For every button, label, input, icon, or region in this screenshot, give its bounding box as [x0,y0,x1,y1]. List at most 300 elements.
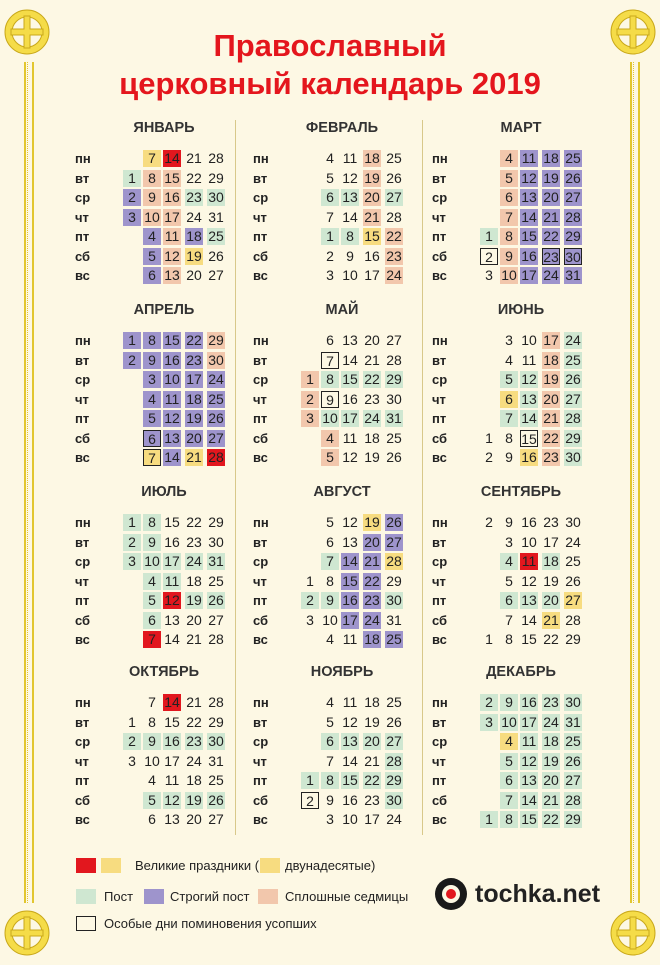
day-cell: 13 [342,332,358,348]
day-cell: 13 [164,611,180,628]
day-cell: 24 [186,208,202,225]
week-row [253,370,443,389]
day-cell: 31 [208,553,224,569]
day-cell: 24 [543,713,559,730]
day-cell: 19 [186,791,202,808]
day-cell: 13 [342,189,358,205]
day-cell: 5 [326,713,334,730]
day-cell: 12 [521,169,537,186]
day-cell: 15 [364,228,380,244]
weekday-label: ср [75,190,91,205]
weekday-label: сб [432,792,448,808]
weekday-label: пт [75,229,90,244]
week-row [75,351,265,370]
day-cell: 17 [342,611,358,628]
day-cell: 5 [326,169,334,186]
week-row [253,630,443,649]
month-name: ФЕВРАЛЬ [305,120,379,136]
weekday-label: вс [253,812,268,827]
week-row [432,771,622,790]
day-cell: 13 [164,267,180,283]
cross-ornament-icon [607,907,659,959]
week-row [432,810,622,829]
day-cell: 2 [123,733,141,750]
day-cell: 21 [364,351,380,368]
weekday-label: пн [253,151,269,166]
week-row [253,208,443,227]
weekday-label: пн [432,515,448,530]
week-row [253,732,443,751]
week-row [253,149,443,168]
week-row [75,513,265,532]
day-cell: 3 [301,410,319,427]
month-block [432,120,622,290]
day-cell: 9 [143,733,161,750]
weekday-label: ср [253,372,269,387]
day-cell: 28 [565,791,581,808]
day-cell: 28 [208,449,224,465]
day-cell: 1 [321,228,339,245]
day-cell: 9 [143,352,161,369]
month-block [253,302,443,472]
day-cell: 2 [326,247,334,264]
day-cell: 18 [364,694,380,710]
weekday-label: пт [75,593,90,608]
weekday-label: вс [75,812,90,827]
day-cell: 15 [521,631,537,647]
day-cell: 7 [143,150,161,167]
day-cell: 26 [565,752,581,769]
weekday-label: ср [75,372,91,387]
day-cell: 4 [143,391,161,408]
weekday-label: ср [253,554,269,569]
day-cell: 30 [386,592,402,608]
month-block [253,120,443,290]
day-cell: 2 [301,792,319,809]
day-cell: 1 [306,572,314,589]
day-cell: 9 [505,449,513,465]
month-block [75,664,265,834]
day-cell: 24 [386,811,402,827]
day-cell: 11 [342,631,358,647]
weekday-label: вт [253,170,268,186]
day-cell: 23 [386,247,402,264]
day-cell: 22 [364,572,380,589]
weekday-label: пт [432,773,447,788]
day-cell: 2 [485,449,493,465]
page-title: Православный [213,28,447,63]
day-cell: 12 [521,371,537,387]
day-cell: 30 [565,514,581,530]
day-cell: 24 [186,553,202,569]
day-cell: 8 [341,228,359,245]
legend-twelve-label: двунадесятые) [285,858,376,873]
week-row [432,513,622,532]
day-cell: 9 [505,514,513,530]
weekday-label: вт [253,714,268,730]
day-cell: 21 [543,791,559,808]
day-cell: 27 [386,733,402,749]
weekday-label: чт [75,209,89,225]
day-cell: 20 [186,811,202,827]
day-cell: 8 [143,170,161,187]
day-cell: 25 [565,553,581,569]
day-cell: 11 [164,228,180,244]
day-cell: 20 [364,733,380,749]
day-cell: 16 [164,189,180,205]
day-cell: 1 [485,429,493,446]
day-cell: 21 [543,611,559,628]
day-cell: 19 [364,514,380,530]
day-cell: 14 [342,752,358,769]
day-cell: 11 [342,429,358,446]
day-cell: 6 [148,811,156,827]
day-cell: 27 [386,332,402,348]
month-name: МАЙ [325,302,359,318]
day-cell: 1 [301,371,319,388]
day-cell: 2 [123,534,141,551]
day-cell: 19 [364,449,380,465]
weekday-label: пн [253,333,269,348]
week-row [253,713,443,732]
day-cell: 18 [186,390,202,407]
day-cell: 25 [208,772,224,788]
day-cell: 23 [364,390,380,407]
day-cell: 26 [386,514,402,530]
day-cell: 27 [386,189,402,205]
weekday-label: ср [75,734,91,749]
weekday-label: пн [75,515,91,530]
day-cell: 28 [386,752,402,769]
day-cell: 2 [123,352,141,369]
day-cell: 1 [480,228,498,245]
day-cell: 27 [565,390,581,407]
day-cell: 17 [164,553,180,569]
month-name: МАРТ [500,120,542,136]
day-cell: 5 [505,572,513,589]
day-cell: 4 [143,228,161,245]
day-cell: 22 [543,228,559,244]
day-cell: 12 [521,572,537,589]
day-cell: 25 [386,631,402,647]
day-cell: 14 [164,150,180,166]
day-cell: 19 [543,572,559,589]
week-row [432,149,622,168]
day-cell: 24 [208,371,224,387]
month-name: СЕНТЯБРЬ [480,484,562,500]
day-cell: 15 [521,430,537,447]
day-cell: 28 [208,631,224,647]
day-cell: 21 [186,694,202,710]
week-row [75,533,265,552]
day-cell: 6 [326,332,334,348]
day-cell: 14 [521,611,537,628]
weekday-label: чт [432,209,446,225]
day-cell: 30 [208,351,224,368]
week-row [432,611,622,630]
weekday-label: вт [432,534,447,550]
day-cell: 7 [321,553,339,570]
day-cell: 7 [321,352,339,369]
weekday-label: пт [253,593,268,608]
day-cell: 6 [143,430,161,447]
week-row [75,208,265,227]
weekday-label: пт [432,593,447,608]
day-cell: 18 [364,429,380,446]
day-cell: 20 [186,267,202,283]
weekday-label: вт [75,714,90,730]
weekday-label: вт [432,352,447,368]
legend-memorial-swatch [76,916,96,931]
day-cell: 20 [543,592,559,608]
day-cell: 2 [480,694,498,711]
day-cell: 25 [386,150,402,166]
day-cell: 16 [164,351,180,368]
day-cell: 16 [164,533,180,550]
day-cell: 17 [543,332,559,348]
legend-strict-label: Строгий пост [170,889,250,904]
weekday-label: чт [432,573,446,589]
week-row [432,409,622,428]
month-name: ЯНВАРЬ [133,120,195,136]
day-cell: 23 [543,514,559,530]
day-cell: 30 [208,533,224,550]
day-cell: 15 [164,713,180,730]
day-cell: 8 [148,713,156,730]
day-cell: 8 [505,429,513,446]
week-row [75,572,265,591]
week-row [75,713,265,732]
weekday-label: вс [253,450,268,465]
day-cell: 24 [386,267,402,283]
day-cell: 11 [521,351,537,368]
day-cell: 7 [143,631,161,648]
day-cell: 24 [186,752,202,769]
day-cell: 6 [500,391,518,408]
week-row [432,351,622,370]
legend-fast-label: Пост [104,889,134,904]
weekday-label: чт [75,753,89,769]
day-cell: 16 [521,449,537,465]
week-row [75,630,265,649]
day-cell: 13 [164,429,180,446]
day-cell: 25 [386,694,402,710]
week-row [432,791,622,810]
day-cell: 2 [301,391,319,408]
day-cell: 12 [342,449,358,465]
tochka-logo[interactable] [435,878,640,912]
weekday-label: вс [253,632,268,647]
day-cell: 20 [364,189,380,205]
left-ornamental-border [14,0,40,965]
day-cell: 23 [186,351,202,368]
day-cell: 11 [521,150,537,166]
day-cell: 3 [326,811,334,827]
day-cell: 17 [342,410,358,426]
day-cell: 23 [186,189,202,205]
day-cell: 9 [143,534,161,551]
weekday-label: пт [253,229,268,244]
day-cell: 10 [322,410,338,426]
day-cell: 12 [164,410,180,426]
day-cell: 30 [386,390,402,407]
day-cell: 7 [500,792,518,809]
day-cell: 17 [364,811,380,827]
weekday-label: вт [253,352,268,368]
day-cell: 24 [565,533,581,550]
weekday-label: вс [432,632,447,647]
day-cell: 27 [565,189,581,205]
day-cell: 8 [505,631,513,647]
day-cell: 9 [321,391,339,408]
weekday-label: ср [432,372,448,387]
week-row [253,591,443,610]
month-block [75,302,265,472]
day-cell: 16 [521,247,537,264]
day-cell: 12 [164,247,180,264]
day-cell: 10 [521,332,537,348]
day-cell: 13 [342,733,358,749]
week-row [75,247,265,266]
day-cell: 11 [342,694,358,710]
month-name: ИЮНЬ [497,302,545,318]
day-cell: 22 [186,332,202,348]
month-block [75,120,265,290]
weekday-label: пт [432,229,447,244]
day-cell: 27 [208,611,224,628]
week-row [253,448,443,467]
day-cell: 6 [500,772,518,789]
day-cell: 1 [485,631,493,647]
weekday-label: пт [253,411,268,426]
week-row [253,266,443,285]
week-row [432,390,622,409]
weekday-label: чт [253,391,267,407]
day-cell: 6 [321,189,339,206]
day-cell: 26 [208,247,224,264]
day-cell: 3 [485,267,493,283]
day-cell: 15 [342,772,358,788]
day-cell: 21 [364,553,380,569]
week-row [75,693,265,712]
week-row [253,409,443,428]
day-cell: 15 [164,332,180,348]
day-cell: 1 [123,170,141,187]
day-cell: 4 [143,573,161,590]
day-cell: 29 [386,572,402,589]
weekday-label: чт [253,753,267,769]
day-cell: 5 [500,170,518,187]
day-cell: 22 [364,772,380,788]
day-cell: 11 [164,390,180,407]
day-cell: 19 [543,371,559,387]
day-cell: 5 [321,449,339,466]
day-cell: 29 [565,429,581,446]
day-cell: 5 [143,792,161,809]
day-cell: 15 [521,228,537,244]
day-cell: 30 [208,189,224,205]
day-cell: 24 [543,267,559,283]
week-row [253,227,443,246]
week-row [75,611,265,630]
day-cell: 29 [208,713,224,730]
day-cell: 11 [342,150,358,166]
day-cell: 23 [543,449,559,465]
day-cell: 14 [164,631,180,647]
week-row [75,409,265,428]
day-cell: 31 [208,208,224,225]
weekday-label: ср [253,190,269,205]
weekday-label: ср [432,734,448,749]
week-row [432,591,622,610]
day-cell: 12 [164,791,180,808]
day-cell: 4 [321,430,339,447]
week-row [253,331,443,350]
day-cell: 25 [208,572,224,589]
day-cell: 26 [208,592,224,608]
day-cell: 19 [186,592,202,608]
day-cell: 18 [364,631,380,647]
day-cell: 10 [322,611,338,628]
day-cell: 4 [500,733,518,750]
day-cell: 8 [143,514,161,531]
day-cell: 17 [186,371,202,387]
month-name: НОЯБРЬ [310,664,374,680]
day-cell: 19 [364,713,380,730]
day-cell: 16 [521,514,537,530]
legend-great-label: Великие праздники ( [135,858,260,873]
legend-memorial-label: Особые дни поминовения усопших [104,916,317,931]
day-cell: 3 [480,714,498,731]
day-cell: 26 [208,791,224,808]
day-cell: 8 [321,371,339,388]
day-cell: 29 [565,631,581,647]
day-cell: 23 [186,533,202,550]
month-block [432,302,622,472]
day-cell: 28 [386,208,402,225]
day-cell: 10 [342,811,358,827]
weekday-label: сб [253,792,269,808]
day-cell: 2 [123,189,141,206]
day-cell: 24 [565,332,581,348]
day-cell: 6 [143,267,161,284]
day-cell: 29 [565,811,581,827]
legend-solid-label: Сплошные седмицы [285,889,409,904]
day-cell: 16 [342,390,358,407]
day-cell: 30 [565,694,581,710]
day-cell: 22 [364,371,380,387]
weekday-label: вт [75,352,90,368]
day-cell: 7 [143,449,161,466]
weekday-label: вс [432,812,447,827]
day-cell: 12 [521,752,537,769]
weekday-label: сб [253,248,269,264]
week-row [432,331,622,350]
day-cell: 14 [164,694,180,710]
legend-great-swatch [76,858,96,873]
day-cell: 18 [543,553,559,569]
day-cell: 6 [500,189,518,206]
day-cell: 6 [143,612,161,629]
week-row [432,429,622,448]
month-block [432,664,622,834]
day-cell: 18 [186,772,202,788]
day-cell: 4 [500,553,518,570]
day-cell: 12 [164,592,180,608]
month-name: АПРЕЛЬ [133,302,195,318]
day-cell: 27 [208,429,224,446]
day-cell: 5 [500,371,518,388]
